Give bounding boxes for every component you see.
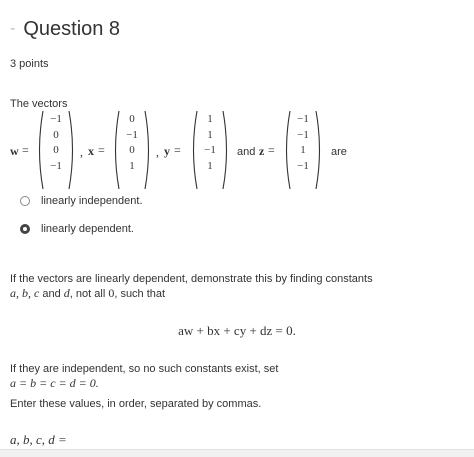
comma: , — [80, 145, 83, 159]
vector-x-entry: 0 — [129, 144, 135, 156]
and-text: and — [237, 146, 256, 158]
vector-y-column — [198, 112, 222, 174]
constants-abc: a, b, c — [10, 286, 40, 300]
vector-w-entry: −1 — [50, 159, 62, 172]
are-text: are — [331, 146, 347, 158]
option-label: linearly dependent. — [41, 223, 134, 235]
vector-w-entry: −1 — [50, 113, 62, 125]
question-title: Question 8 — [23, 17, 121, 40]
option-dependent[interactable] — [20, 223, 134, 235]
vector-definitions — [10, 108, 370, 192]
vector-w-column — [44, 112, 68, 174]
vector-z-entry: −1 — [297, 113, 309, 125]
vector-z-column — [291, 112, 315, 174]
option-label: linearly independent. — [41, 195, 143, 207]
vector-x-label: x — [88, 144, 94, 158]
collapse-dash-icon[interactable]: - — [10, 20, 16, 37]
and-text: and — [39, 288, 64, 300]
vector-z-entry: 1 — [300, 144, 306, 156]
not-all-text: , not all — [69, 288, 109, 300]
independent-line-2: a = b = c = d = 0. — [10, 376, 99, 390]
vector-y-entry: −1 — [204, 144, 216, 156]
dependent-line-1: If the vectors are linearly dependent, demonstrate this by finding constants — [10, 273, 373, 285]
dependency-equation: aw + bx + cy + dz = 0. — [178, 323, 296, 338]
independent-line-1: If they are independent, so no such constants exist, set — [10, 363, 279, 375]
vector-x-entry: 1 — [129, 159, 135, 172]
vector-w-entry: 0 — [53, 128, 59, 141]
equals-sign: = — [98, 143, 105, 157]
zero-value: 0 — [108, 286, 115, 300]
question-points: 3 points — [10, 58, 49, 70]
vector-w-label: w — [10, 144, 19, 158]
vector-y-entry: 1 — [207, 113, 213, 125]
dependent-instructions — [10, 272, 373, 301]
option-independent[interactable] — [20, 195, 143, 207]
equals-sign: = — [174, 143, 181, 157]
question-header — [10, 16, 120, 42]
vector-z-entry: −1 — [297, 128, 309, 141]
independent-instructions — [10, 362, 278, 390]
vector-x-entry: 0 — [129, 113, 135, 125]
answer-label: a, b, c, d = — [10, 432, 67, 447]
equals-sign: = — [22, 143, 29, 157]
comma: , — [156, 145, 159, 159]
vector-y-entry: 1 — [207, 128, 213, 141]
vector-y-entry: 1 — [207, 159, 213, 172]
radio-selected-icon[interactable] — [20, 224, 30, 234]
intro-text: The vectors — [10, 98, 68, 110]
radio-unselected-icon[interactable] — [20, 196, 30, 206]
vector-z-entry: −1 — [297, 159, 309, 172]
constant-d: d — [63, 286, 70, 300]
vector-y-label: y — [164, 144, 170, 158]
vector-x-entry: −1 — [126, 128, 138, 141]
entry-instructions: Enter these values, in order, separated by commas. — [10, 398, 262, 410]
vector-w-entry: 0 — [53, 144, 59, 156]
dependent-line-2 — [10, 286, 373, 301]
vector-z-label: z — [259, 144, 265, 158]
such-that-text: , such that — [114, 288, 166, 300]
equals-sign: = — [268, 143, 275, 157]
vector-x-column — [120, 112, 144, 174]
